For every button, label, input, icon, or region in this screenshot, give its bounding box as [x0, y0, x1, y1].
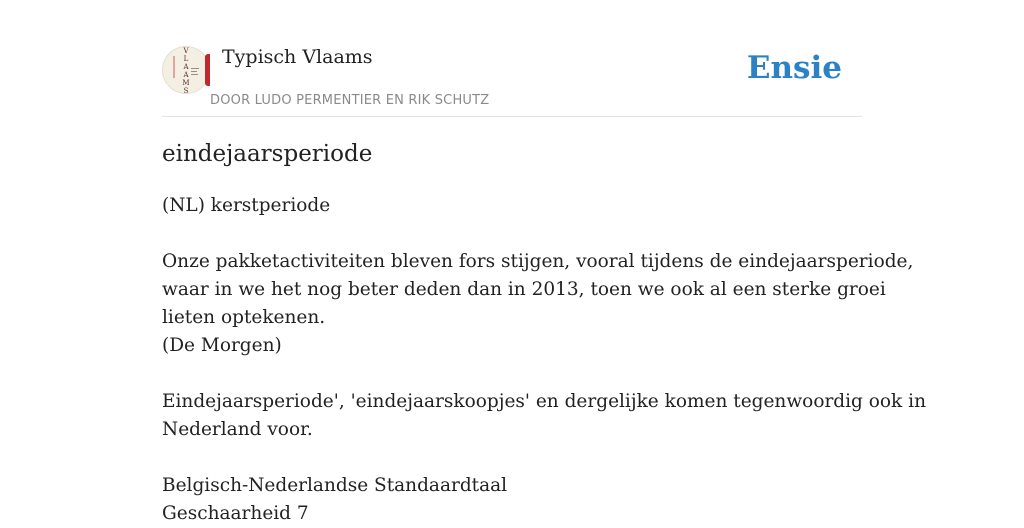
entry-line: (De Morgen) — [162, 335, 282, 356]
entry-line: Onze pakketactiviteiten bleven fors stijgen, vooral tijdens de eindejaarsperiode, — [162, 251, 914, 272]
entry-gap — [162, 360, 862, 388]
site-header — [162, 40, 862, 117]
logo-red-edge — [205, 54, 210, 86]
site-title[interactable]: Typisch Vlaams — [222, 46, 373, 68]
site-authors: DOOR LUDO PERMENTIER EN RIK SCHUTZ — [210, 93, 490, 108]
entry-line: Geschaarheid 7 — [162, 503, 309, 524]
brand-logo-link[interactable]: Ensie — [746, 50, 842, 86]
entry-line: lieten optekenen. — [162, 307, 326, 328]
entry-term: eindejaarsperiode — [162, 141, 373, 167]
entry-line: Eindejaarsperiode', 'eindejaarskoopjes' en dergelijke komen tegenwoordig ook in — [162, 391, 926, 412]
logo[interactable] — [162, 46, 210, 94]
entry-line: Nederland voor. — [162, 419, 313, 440]
logo-detail-lines — [191, 68, 199, 78]
entry-content — [162, 136, 926, 528]
entry-gap — [162, 444, 862, 472]
logo-lettering: V L A A M S — [182, 47, 190, 95]
entry-line: waar in we het nog beter deden dan in 2013, toen we ook al een sterke groei — [162, 279, 886, 300]
logo-accent-mark — [173, 56, 175, 78]
entry-line: (NL) kerstperiode — [162, 195, 331, 216]
entry-gap — [162, 220, 862, 248]
entry-body — [162, 192, 926, 528]
entry-line: Belgisch-Nederlandse Standaardtaal — [162, 475, 508, 496]
